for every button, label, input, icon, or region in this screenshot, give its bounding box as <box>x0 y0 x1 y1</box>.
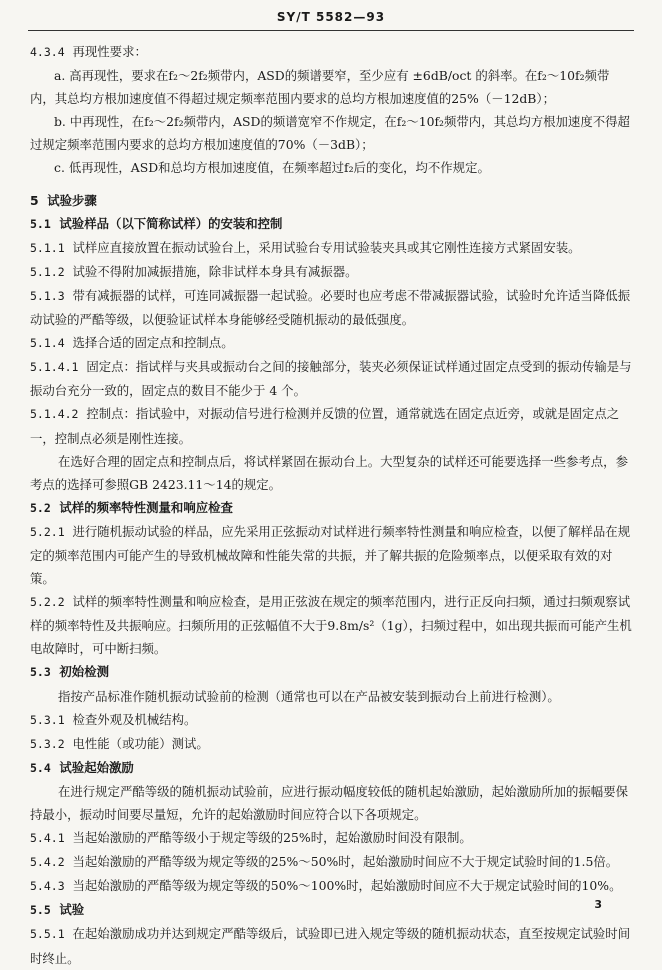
section-5-5-heading: 5.5 试验 <box>30 902 85 918</box>
reference-points-paragraph: 在选好合理的固定点和控制点后，将试样紧固在振动台上。大型复杂的试样还可能要选择一些参考点，参考点的选择可参照GB 2423.11～14的规定。 <box>30 453 628 492</box>
item-c-low-reproducibility: c. 低再现性，ASD和总均方根加速度值，在频率超过f₂后的变化，均不作规定。 <box>54 160 490 176</box>
section-5-2-heading: 5.2 试样的频率特性测量和响应检查 <box>30 499 233 515</box>
section-gap <box>30 180 632 189</box>
clause-4-3-4: 4.3.4 再现性要求： <box>30 44 147 59</box>
initial-test-description: 指按产品标准作随机振动试验前的检测（通常也可以在产品被安装到振动台上前进行检测）。 <box>58 688 560 704</box>
standard-number-header: SY/T 5582—93 <box>276 10 386 24</box>
section-5-heading: 5 试验步骤 <box>30 192 97 208</box>
page-number: 3 <box>594 898 602 911</box>
clause-5-1-1: 5.1.1 试样应直接放置在振动试验台上，采用试验台专用试验装夹具或其它刚性连接方式紧固安装。 <box>30 239 581 255</box>
clause-5-4-2: 5.4.2 当起始激励的严酷等级为规定等级的25%～50%时，起始激励时间应不大于规定试验时间的1.5倍。 <box>30 854 619 870</box>
clause-5-1-2: 5.1.2 试验不得附加减振措施，除非试样本身具有减振器。 <box>30 263 358 279</box>
clause-5-1-3: 5.1.3 带有减振器的试样，可连同减振器一起试验。必要时也应考虑不带减振器试验，试验时允许适当降低振动试验的严酷等级，以便验证试样本身能够经受随机振动的最低强度。 <box>30 287 631 328</box>
clause-5-1-4-1: 5.1.4.1 固定点：指试样与夹具或振动台之间的接触部分，装夹必须保证试样通过固定点受到的振动传输是与振动台充分一致的，固定点的数目不能少于 4 个。 <box>30 359 632 399</box>
item-b-medium-reproducibility: b. 中再现性，在f₂～2f₂频带内，ASD的频谱宽窄不作规定，在f₂～10f₂频带内，其总均方根加速度不得超过规定频率范围内要求的总均方根加速度值的70%（－3dB）； <box>30 114 630 153</box>
clause-5-5-1: 5.5.1 在起始激励成功并达到规定严酷等级后，试验即已进入规定等级的随机振动状态，直至按规定试验时间时终止。 <box>30 926 631 966</box>
section-5-1-heading: 5.1 试验样品（以下简称试样）的安装和控制 <box>30 215 283 231</box>
clause-5-4-1: 5.4.1 当起始激励的严酷等级小于规定等级的25%时，起始激励时间没有限制。 <box>30 830 472 846</box>
clause-5-3-1: 5.3.1 检查外观及机械结构。 <box>30 711 197 727</box>
clause-5-2-2: 5.2.2 试样的频率特性测量和响应检查，是用正弦波在规定的频率范围内，进行正反向扫频，通过扫频观察试样的频率特性及共振响应。扫频所用的正弦幅值不大于9.8m/s²（1g），扫频过程中，如出现共振而可能产生机电故障时，可中断扫频。 <box>30 594 632 657</box>
clause-5-1-4: 5.1.4 选择合适的固定点和控制点。 <box>30 335 234 351</box>
section-5-4-heading: 5.4 试验起始激励 <box>30 759 134 775</box>
clause-5-1-4-2: 5.1.4.2 控制点：指试验中，对振动信号进行检测并反馈的位置，通常就选在固定点近旁，或就是固定点之一，控制点必须是刚性连接。 <box>30 406 620 446</box>
initial-excitation-description: 在进行规定严酷等级的随机振动试验前，应进行振动幅度较低的随机起始激励，起始激励所加的振幅要保持最小，振动时间要尽量短，允许的起始激励时间应符合以下各项规定。 <box>30 783 628 822</box>
document-body <box>30 40 632 970</box>
clause-5-2-1: 5.2.1 进行随机振动试验的样品，应先采用正弦振动对试样进行频率特性测量和响应检查，以便了解样品在规定的频率范围内可能产生的导致机械故障和性能失常的共振，并了解共振的危险频率点，以便采取有效的对策。 <box>30 523 631 587</box>
item-a-high-reproducibility: a. 高再现性，要求在f₂～2f₂频带内，ASD的频谱要窄，至少应有 ±6dB/oct 的斜率。在f₂～10f₂频带内，其总均方根加速度值不得超过规定频率范围内要求的总均方根加速度值的25%（－12dB）； <box>30 68 610 107</box>
clause-5-3-2: 5.3.2 电性能（或功能）测试。 <box>30 735 209 751</box>
header-rule <box>28 30 634 31</box>
clause-5-4-3: 5.4.3 当起始激励的严酷等级为规定等级的50%～100%时，起始激励时间应不大于规定试验时间的10%。 <box>30 878 622 894</box>
section-5-3-heading: 5.3 初始检测 <box>30 664 109 680</box>
